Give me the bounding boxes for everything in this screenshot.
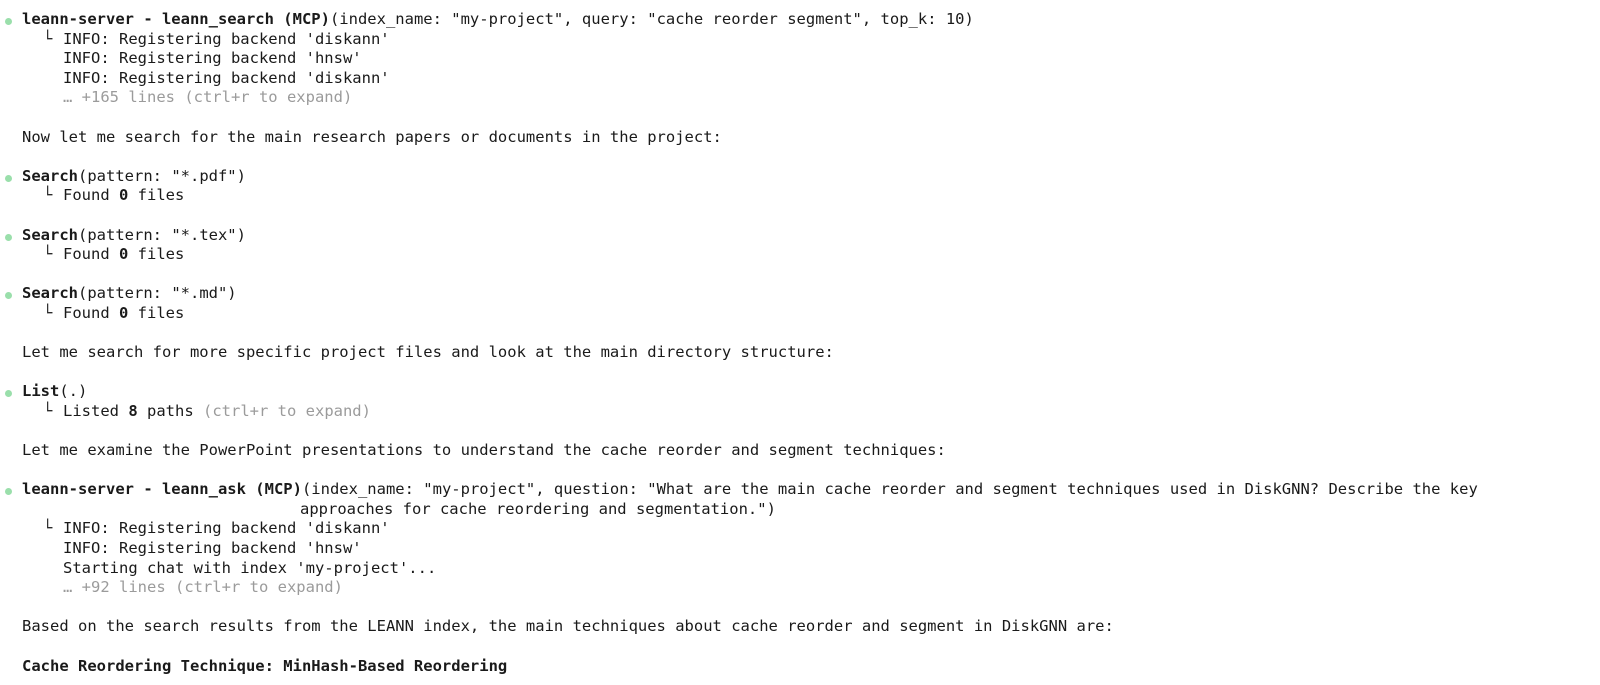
block-spacer [0,363,1600,383]
tool-call-line[interactable] [22,382,1600,402]
block-spacer [0,206,1600,226]
tool-args: (index_name: "my-project", query: "cache reorder segment", top_k: 10) [329,10,974,28]
tool-args: (index_name: "my-project", question: "What are the main cache reorder and segment techniques used in DiskGNN? Describe the key [301,480,1478,499]
tool-call-line[interactable] [22,10,1600,30]
tool-call-line[interactable] [22,167,1600,187]
assistant-heading: Cache Reordering Technique: MinHash-Based Reordering [22,656,508,675]
tool-output-line: INFO: Registering backend 'hnsw' [63,49,362,68]
block-spacer [0,147,1600,167]
assistant-paragraph: Let me search for more specific project files and look at the main directory structure: [22,343,834,362]
tool-call-block [0,10,1600,108]
block-spacer [0,461,1600,481]
assistant-paragraph: Let me examine the PowerPoint presentations to understand the cache reorder and segment techniques: [22,441,946,460]
tool-output-line: INFO: Registering backend 'diskann' [63,29,390,48]
tool-result [22,245,1600,265]
elbow-icon: └ [43,401,53,420]
tool-name: Search [22,225,78,244]
tool-result [22,186,1600,206]
tool-result-prefix: Found [63,303,119,322]
tool-result-prefix: Found [63,186,119,205]
tool-args-continuation: approaches for cache reordering and segmentation.") [300,499,776,518]
tool-result-suffix: paths [137,401,194,420]
tool-result-count: 0 [119,186,129,205]
tool-result-suffix: files [128,186,185,205]
tool-result-line [44,186,1600,206]
tool-name: Search [22,284,78,303]
tool-call-block [0,480,1600,598]
elbow-icon: └ [43,29,53,48]
tool-result-line [44,402,1600,422]
block-spacer [0,637,1600,657]
tool-result-count: 0 [119,303,129,322]
block-spacer [0,598,1600,618]
tool-result-prefix: Found [63,245,119,264]
tool-name: leann-server - leann_ask (MCP) [22,480,302,499]
tool-call-line[interactable] [22,284,1600,304]
tool-args: (pattern: "*.md") [78,284,237,303]
tool-output-line: INFO: Registering backend 'diskann' [63,68,390,87]
block-spacer [0,108,1600,128]
tool-result-count: 0 [119,245,129,264]
tool-output-line: INFO: Registering backend 'diskann' [63,519,390,538]
tool-result [22,304,1600,324]
tool-result-line [44,245,1600,265]
tool-result-suffix: files [128,303,185,322]
tool-result-hint[interactable]: (ctrl+r to expand) [193,401,371,420]
assistant-paragraph: Based on the search results from the LEANN index, the main techniques about cache reorder and segment in DiskGNN are: [22,617,1114,636]
tool-result-prefix: Listed [63,401,129,420]
block-spacer [0,324,1600,344]
tool-call-block [0,226,1600,265]
tool-args: (pattern: "*.pdf") [78,166,246,185]
elbow-icon: └ [43,186,53,205]
tool-args: (.) [59,382,88,401]
tool-output [22,30,1600,108]
tool-output-more[interactable]: … +92 lines (ctrl+r to expand) [63,578,343,597]
tool-result-suffix: files [128,245,185,264]
tool-name: List [22,382,60,401]
tool-result-line [44,304,1600,324]
tool-output-more[interactable]: … +165 lines (ctrl+r to expand) [63,88,353,107]
tool-args: (pattern: "*.tex") [78,225,246,244]
tool-output-line: Starting chat with index 'my-project'... [63,558,437,577]
tool-output [22,519,1600,597]
block-spacer [0,265,1600,285]
tool-name: leann-server - leann_search (MCP) [22,10,330,28]
assistant-paragraph: Now let me search for the main research papers or documents in the project: [22,127,722,146]
tool-result [22,402,1600,422]
elbow-icon: └ [43,519,53,538]
tool-result-count: 8 [128,401,138,420]
elbow-icon: └ [43,245,53,264]
tool-output-line: INFO: Registering backend 'hnsw' [63,539,362,558]
tool-call-line[interactable] [22,480,1600,500]
tool-call-block [0,382,1600,421]
block-spacer [0,421,1600,441]
tool-call-block [0,284,1600,323]
tool-call-line[interactable] [22,226,1600,246]
elbow-icon: └ [43,303,53,322]
tool-name: Search [22,166,78,185]
tool-call-block [0,167,1600,206]
